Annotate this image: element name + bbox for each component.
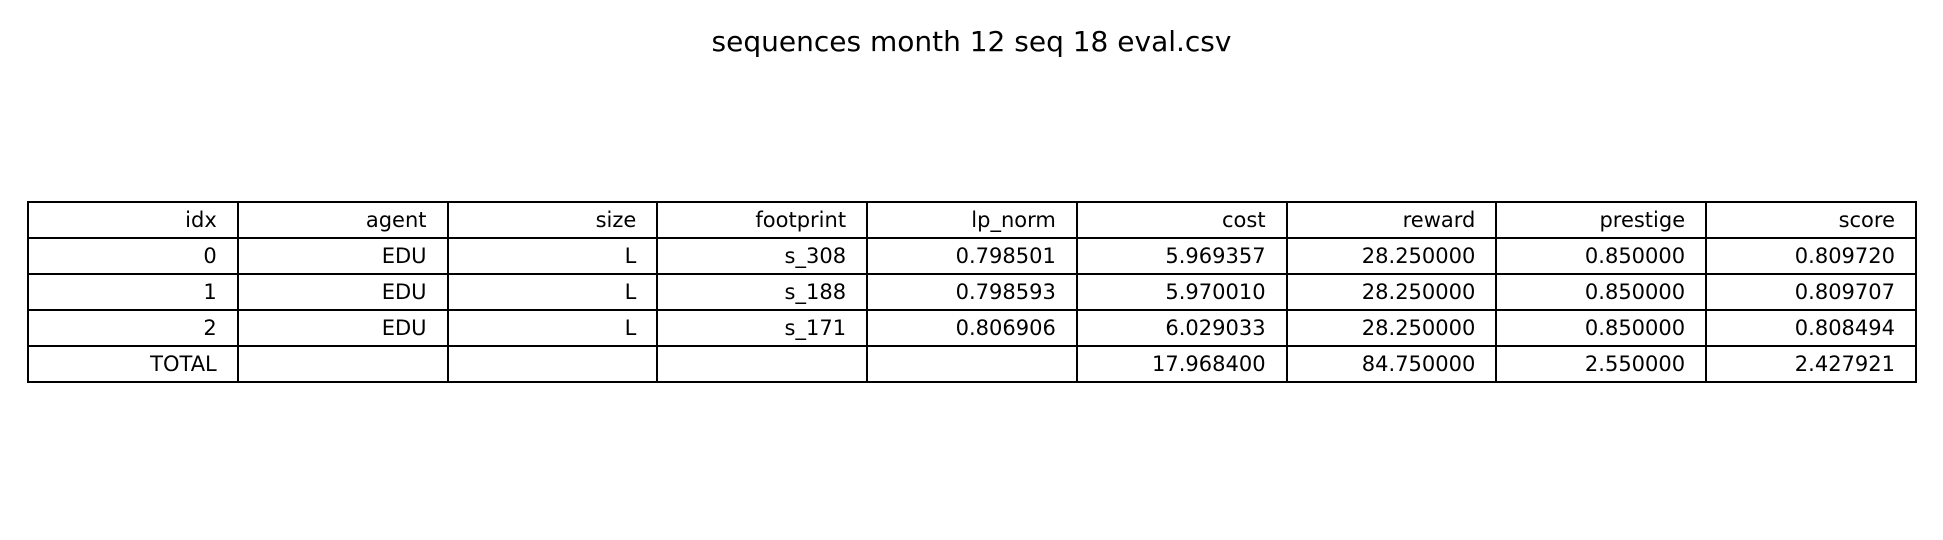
header-cell-prestige: prestige — [1496, 202, 1706, 238]
table-cell: 0.850000 — [1496, 274, 1706, 310]
table-cell — [238, 346, 448, 382]
table-cell: 17.968400 — [1077, 346, 1287, 382]
header-cell-idx: idx — [28, 202, 238, 238]
table-cell — [657, 346, 867, 382]
table-cell: s_308 — [657, 238, 867, 274]
table-cell: 84.750000 — [1287, 346, 1497, 382]
table-cell: L — [448, 274, 658, 310]
table-cell: s_171 — [657, 310, 867, 346]
header-cell-lp-norm: lp_norm — [867, 202, 1077, 238]
table-cell: 28.250000 — [1287, 274, 1497, 310]
table-cell: 0.798501 — [867, 238, 1077, 274]
header-cell-footprint: footprint — [657, 202, 867, 238]
table-cell: 0.809707 — [1706, 274, 1916, 310]
table-cell: EDU — [238, 238, 448, 274]
table-cell: 6.029033 — [1077, 310, 1287, 346]
header-row — [28, 202, 1916, 238]
table-cell: 5.970010 — [1077, 274, 1287, 310]
header-cell-cost: cost — [1077, 202, 1287, 238]
table-cell: 0.798593 — [867, 274, 1077, 310]
table-cell: L — [448, 310, 658, 346]
header-cell-reward: reward — [1287, 202, 1497, 238]
header-cell-size: size — [448, 202, 658, 238]
table-cell: L — [448, 238, 658, 274]
table-cell: 0.850000 — [1496, 310, 1706, 346]
table-cell: 0.808494 — [1706, 310, 1916, 346]
data-table — [27, 201, 1917, 383]
table-cell: 2.550000 — [1496, 346, 1706, 382]
table-cell: 28.250000 — [1287, 238, 1497, 274]
table-cell: 0.850000 — [1496, 238, 1706, 274]
table-cell: EDU — [238, 274, 448, 310]
table-cell: 2 — [28, 310, 238, 346]
chart-title: sequences month 12 seq 18 eval.csv — [711, 25, 1232, 58]
table-cell: TOTAL — [28, 346, 238, 382]
header-cell-score: score — [1706, 202, 1916, 238]
table-cell — [448, 346, 658, 382]
table-cell — [867, 346, 1077, 382]
total-row — [28, 346, 1916, 382]
header-cell-agent: agent — [238, 202, 448, 238]
table-cell: EDU — [238, 310, 448, 346]
table-cell: 1 — [28, 274, 238, 310]
table-cell: 0 — [28, 238, 238, 274]
table-cell: s_188 — [657, 274, 867, 310]
table-row — [28, 310, 1916, 346]
table-cell: 0.809720 — [1706, 238, 1916, 274]
table-cell: 28.250000 — [1287, 310, 1497, 346]
table-row — [28, 274, 1916, 310]
table-row — [28, 238, 1916, 274]
table-cell: 0.806906 — [867, 310, 1077, 346]
table-cell: 2.427921 — [1706, 346, 1916, 382]
table-cell: 5.969357 — [1077, 238, 1287, 274]
